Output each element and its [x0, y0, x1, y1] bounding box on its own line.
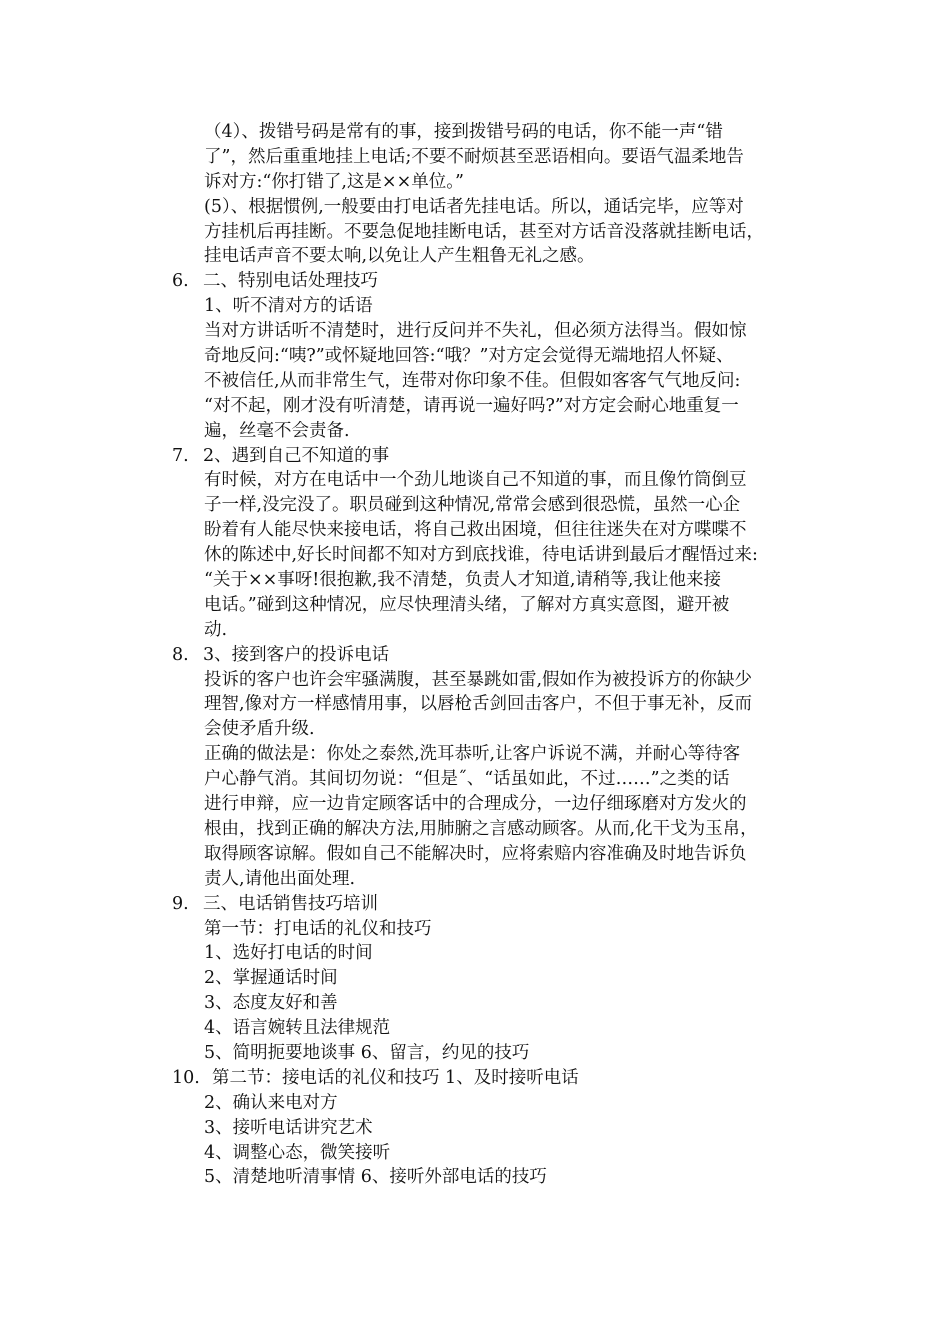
- text-line: [0, 618, 950, 643]
- line-text: （4）、拨错号码是常有的事，接到拨错号码的电话，你不能一声“错: [204, 122, 723, 142]
- text-line: [0, 493, 950, 518]
- text-line: [0, 145, 950, 170]
- line-text: 了”，然后重重地挂上电话;不要不耐烦甚至恶语相向。要语气温柔地告: [204, 146, 744, 167]
- line-text: 户心静气消。其间切勿说：“但是˝、“话虽如此，不过……”之类的话: [204, 769, 730, 790]
- numbered-heading-line: [0, 1066, 950, 1091]
- line-text: 当对方讲话听不清楚时，进行反问并不失礼，但必须方法得当。假如惊: [204, 321, 747, 342]
- line-text: 投诉的客户也许会牢骚满腹，甚至暴跳如雷,假如作为被投诉方的你缺少: [204, 669, 753, 690]
- line-text: 不被信任,从而非常生气，连带对你印象不佳。但假如客客气气地反问:: [204, 370, 741, 391]
- line-text: 3、接到客户的投诉电话: [203, 644, 390, 665]
- text-line: [0, 195, 950, 220]
- text-line: [0, 419, 950, 444]
- line-text: 动.: [204, 619, 228, 640]
- numbered-heading-line: [0, 444, 950, 469]
- line-text: 根由，找到正确的解决方法,用肺腑之言感动顾客。从而,化干戈为玉帛，: [204, 818, 758, 839]
- text-line: [0, 991, 950, 1016]
- text-line: [0, 792, 950, 817]
- line-text: 责人,请他出面处理.: [204, 868, 356, 889]
- line-text: 第一节：打电话的礼仪和技巧: [204, 918, 432, 939]
- list-number: 6.: [172, 271, 189, 292]
- text-line: [0, 917, 950, 942]
- text-line: [0, 344, 950, 369]
- line-text: “关于××事呀!很抱歉,我不清楚，负责人才知道,请稍等,我让他来接: [204, 570, 721, 591]
- line-text: 取得顾客谅解。假如自己不能解决时，应将索赔内容准确及时地告诉负: [204, 843, 747, 864]
- text-line: [0, 518, 950, 543]
- numbered-heading-line: [0, 643, 950, 668]
- text-line: [0, 170, 950, 195]
- text-line: [0, 1141, 950, 1166]
- text-line: [0, 742, 950, 767]
- line-text: 3、接听电话讲究艺术: [204, 1117, 373, 1138]
- line-text: 2、遇到自己不知道的事: [203, 445, 390, 466]
- line-text: 有时候，对方在电话中一个劲儿地谈自己不知道的事，而且像竹筒倒豆: [204, 470, 747, 491]
- text-line: [0, 668, 950, 693]
- text-line: [0, 244, 950, 269]
- text-line: [0, 867, 950, 892]
- line-text: 第二节：接电话的礼仪和技巧 1、及时接听电话: [212, 1067, 579, 1088]
- line-text: 4、语言婉转且法律规范: [204, 1018, 391, 1039]
- line-text: 1、选好打电话的时间: [204, 943, 373, 964]
- line-text: 方挂机后再挂断。不要急促地挂断电话，甚至对方话音没落就挂断电话，: [204, 221, 764, 242]
- text-line: [0, 1041, 950, 1066]
- text-line: [0, 543, 950, 568]
- text-line: [0, 842, 950, 867]
- line-text: 挂电话声音不要太响,以免让人产生粗鲁无礼之感。: [204, 246, 595, 267]
- list-number: 10.: [172, 1067, 200, 1088]
- line-text: 子一样,没完没了。职员碰到这种情况,常常会感到很恐慌，虽然一心企: [204, 495, 741, 516]
- line-text: 二、特别电话处理技巧: [203, 271, 378, 292]
- text-line: [0, 394, 950, 419]
- text-line: [0, 767, 950, 792]
- line-text: 电话。”碰到这种情况，应尽快理清头绪，了解对方真实意图，避开被: [204, 594, 730, 615]
- text-line: [0, 369, 950, 394]
- line-text: 5、清楚地听清事情 6、接听外部电话的技巧: [204, 1167, 547, 1188]
- text-line: [0, 692, 950, 717]
- text-line: [0, 468, 950, 493]
- text-line: [0, 294, 950, 319]
- line-text: 休的陈述中,好长时间都不知对方到底找谁，待电话讲到最后才醒悟过来:: [204, 545, 758, 566]
- text-line: [0, 966, 950, 991]
- list-number: 8.: [172, 644, 189, 665]
- line-text: 盼着有人能尽快来接电话，将自己救出困境，但往往迷失在对方喋喋不: [204, 520, 747, 541]
- line-text: (5）、根据惯例,一般要由打电话者先挂电话。所以，通话完毕，应等对: [204, 196, 744, 217]
- line-text: 1、听不清对方的话语: [204, 296, 373, 317]
- text-line: [0, 568, 950, 593]
- list-number: 9.: [172, 893, 189, 914]
- document-page: [0, 120, 950, 1190]
- line-text: 正确的做法是：你处之泰然,洗耳恭听,让客户诉说不满，并耐心等待客: [204, 744, 741, 765]
- line-text: 3、态度友好和善: [204, 993, 338, 1014]
- line-text: 进行申辩，应一边肯定顾客话中的合理成分，一边仔细琢磨对方发火的: [204, 794, 747, 815]
- text-line: [0, 717, 950, 742]
- numbered-heading-line: [0, 892, 950, 917]
- line-text: 诉对方:“你打错了,这是××单位。”: [204, 171, 464, 192]
- line-text: 遍，丝毫不会责备.: [204, 420, 350, 441]
- line-text: 5、简明扼要地谈事 6、留言，约见的技巧: [204, 1042, 530, 1063]
- text-line: [0, 817, 950, 842]
- line-text: 会使矛盾升级.: [204, 719, 315, 740]
- text-line: [0, 220, 950, 245]
- text-line: [0, 1091, 950, 1116]
- line-text: 4、调整心态，微笑接听: [204, 1142, 391, 1163]
- numbered-heading-line: [0, 269, 950, 294]
- line-text: 2、确认来电对方: [204, 1092, 338, 1113]
- text-line: [0, 319, 950, 344]
- text-line: [0, 1116, 950, 1141]
- line-text: 理智,像对方一样感情用事，以唇枪舌剑回击客户，不但于事无补，反而: [204, 694, 753, 715]
- text-line: [0, 1016, 950, 1041]
- line-text: 2、掌握通话时间: [204, 968, 338, 989]
- text-line: [0, 120, 950, 145]
- line-text: 三、电话销售技巧培训: [203, 893, 378, 914]
- list-number: 7.: [172, 445, 189, 466]
- text-line: [0, 941, 950, 966]
- text-line: [0, 593, 950, 618]
- text-line: [0, 1165, 950, 1190]
- line-text: “对不起，刚才没有听清楚，请再说一遍好吗?”对方定会耐心地重复一: [204, 395, 739, 416]
- line-text: 奇地反问:“咦?”或怀疑地回答:“哦？”对方定会觉得无端地招人怀疑、: [204, 346, 734, 367]
